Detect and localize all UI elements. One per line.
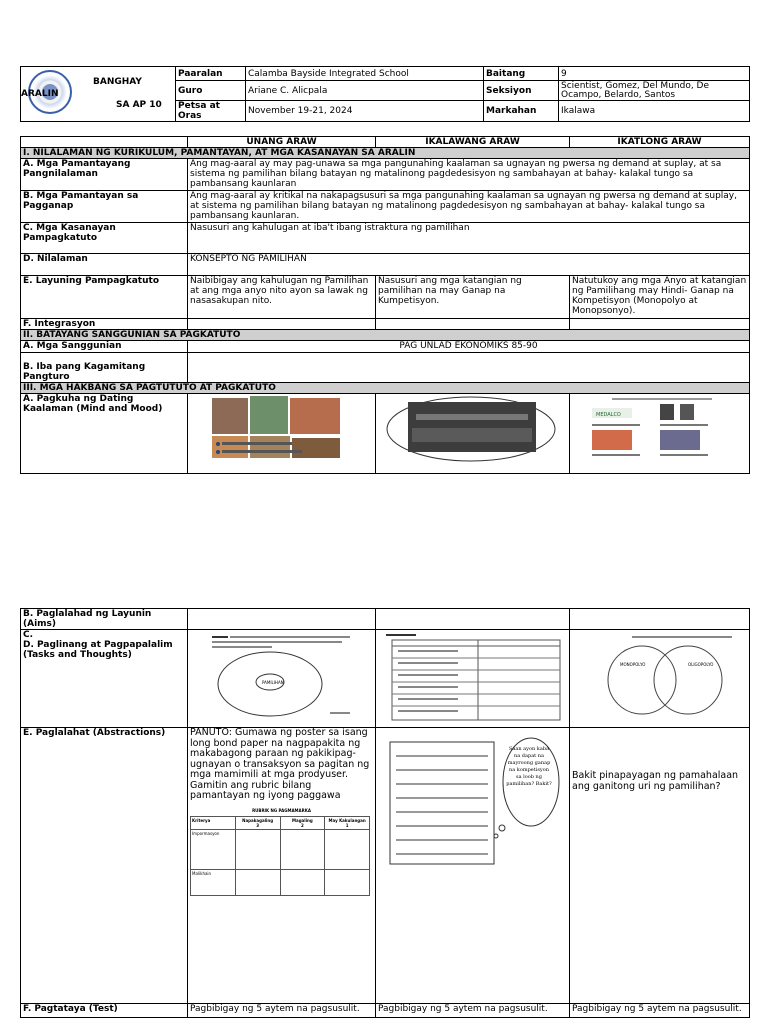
lesson-table-bottom (20, 608, 750, 1018)
tasks-day3-image-cell (570, 630, 750, 728)
title-line2: ARALIN (21, 89, 59, 99)
abstractions-day2-cell (376, 728, 570, 1004)
test-day3: Pagbibigay ng 5 aytem na pagsusulit. (570, 1004, 750, 1018)
seksiyon-label: Seksiyon (484, 81, 559, 101)
row-e-day1: Naibibigay ang kahulugan ng Pamilihan at ang mga anyo nito ayon sa lawak ng nasasakupan nito. (188, 276, 376, 319)
tasks-label: D. Paglinang at Pagpapalalim (Tasks and Thoughts) (23, 640, 173, 660)
brands-photo-day3 (570, 394, 750, 474)
medalco-logo-text: MEDALCO (596, 412, 621, 418)
abstractions-day1-text: PANUTO: Gumawa ng poster sa isang long bond paper na nagpapakita ng makabagong paraan ng pakikipag-ugnayan o transaksyon sa pagitan ng mga mamimili at mga prodyuser. Gamitin ang rubric bilang pamantayan ng iyong paggawa (190, 727, 370, 801)
day2-header: IKALAWANG ARAW (376, 137, 570, 148)
paaralan-value: Calamba Bayside Integrated School (246, 67, 484, 81)
lesson-table-top (20, 136, 750, 474)
market-photo-day2 (376, 394, 570, 474)
venn-left-text: MONOPOLYO (620, 662, 646, 667)
brands-collage-image (572, 394, 748, 470)
row-d-label: D. Nilalaman (21, 254, 188, 276)
rubric-h4: May Kakulangan 1 (325, 816, 370, 829)
checklist-table-image (378, 630, 568, 724)
abstractions-label: E. Paglalahat (Abstractions) (21, 728, 188, 1004)
bubble-text: Saan ayon kaba na dapat na mayroong ganap na kompetisyon sa loob ng pamilihan? Bakit? (506, 746, 552, 787)
concept-circle-image (190, 630, 374, 724)
row-c-label: C. Mga Kasanayan Pampagkatuto (21, 223, 188, 254)
section-2-heading: II. BATAYANG SANGGUNIAN SA PAGKATUTO (21, 330, 750, 341)
venn-right-text: OLIGOPOLYO (688, 662, 714, 667)
rubric-title: RUBRIK NG PAGMAMARKA (252, 807, 311, 813)
pagkuha-label: A. Pagkuha ng Dating Kaalaman (Mind and Mood) (21, 394, 188, 474)
day3-header: IKATLONG ARAW (570, 137, 750, 148)
section-1-heading: I. NILALAMAN NG KURIKULUM, PAMANTAYAN, AT MGA KASANAYAN SA ARALIN (21, 148, 750, 159)
rubric-h1: Kriterya (191, 816, 236, 829)
seksiyon-value: Scientist, Gomez, Del Mundo, De Ocampo, Belardo, Santos (559, 81, 750, 101)
row-c-text: Nasusuri ang kahulugan at iba't ibang istraktura ng pamilihan (188, 223, 750, 254)
row-a-label: A. Mga Pamantayang Pangnilalaman (21, 159, 188, 191)
row-b-text: Ang mag-aaral ay kritikal na nakapagsusuri sa mga pangunahing kaalaman sa ugnayan ng pwersa ng demand at suplay, at sistema ng pamilihan bilang batayan ng matalinong pagdedesisyon ng sambahayan at bahay- kalakal tungo sa pambansang kaunlaran. (188, 191, 750, 223)
row-e-day3: Natutukoy ang mga Anyo at katangian ng Pamilihang may Hindi- Ganap na Kompetisyon (Monopolyo at Monopsonyo). (570, 276, 750, 319)
title-line1: BANGHAY (93, 77, 142, 87)
row-b-label: B. Mga Pamantayan sa Pagganap (21, 191, 188, 223)
tasks-label-cell (21, 630, 188, 728)
rubric-r2: Malikhain (191, 869, 236, 895)
row-c2-label: C. (23, 630, 34, 640)
abstractions-day3-text: Bakit pinapayagan ng pamahalaan ang ganitong uri ng pamilihan? (570, 728, 750, 1004)
markahan-value: Ikalawa (559, 101, 750, 122)
row-e-day2: Nasusuri ang mga katangian ng pamilihan na may Ganap na Kumpetisyon. (376, 276, 570, 319)
tasks-day1-image-cell (188, 630, 376, 728)
test-day2: Pagbibigay ng 5 aytem na pagsusulit. (376, 1004, 570, 1018)
row-a-text: Ang mag-aaral ay may pag-unawa sa mga pangunahing kaalaman sa ugnayan ng pwersa ng demand at suplay, at sa sistema ng pamilihan bilang batayan ng matalinong pagdedesisyon ng sambahayan at bahay- kalakal tungo sa pambansang kaunlaran (188, 159, 750, 191)
aims-label: B. Paglalahad ng Layunin (Aims) (21, 609, 188, 630)
header-table (20, 66, 750, 122)
petsa-label: Petsa at Oras (176, 101, 246, 122)
baitang-value: 9 (559, 67, 750, 81)
petsa-value: November 19-21, 2024 (246, 101, 484, 122)
row-f-label: F. Integrasyon (21, 319, 188, 330)
circle-center-text: PAMILIHAN (262, 680, 284, 685)
tasks-day2-image-cell (376, 630, 570, 728)
section-3-heading: III. MGA HAKBANG SA PAGTUTUTO AT PAGKATUTO (21, 383, 750, 394)
row-e-label: E. Layuning Pampagkatuto (21, 276, 188, 319)
sanggunian-label: A. Mga Sanggunian (21, 341, 188, 353)
rubric-table (190, 816, 370, 896)
subject-label: SA AP 10 (116, 100, 162, 110)
lesson-title-cell (21, 67, 176, 122)
night-market-image (378, 394, 568, 470)
test-label: F. Pagtataya (Test) (21, 1004, 188, 1018)
market-collage-image (190, 394, 374, 470)
markahan-label: Markahan (484, 101, 559, 122)
paaralan-label: Paaralan (176, 67, 246, 81)
guro-label: Guro (176, 81, 246, 101)
rubric-r1: Impormasyon (191, 829, 236, 869)
rubric-h3: Magaling 2 (280, 816, 325, 829)
sanggunian-text: PAG UNLAD EKONOMIKS 85-90 (188, 341, 750, 353)
row-d-text: KONSEPTO NG PAMILIHAN (188, 254, 750, 276)
abstractions-day1-cell (188, 728, 376, 1004)
baitang-label: Baitang (484, 67, 559, 81)
iba-label: B. Iba pang Kagamitang Pangturo (21, 353, 188, 383)
guro-value: Ariane C. Alicpala (246, 81, 484, 101)
test-day1: Pagbibigay ng 5 aytem na pagsusulit. (188, 1004, 376, 1018)
venn-diagram-image (572, 630, 748, 724)
market-photo-day1 (188, 394, 376, 474)
rubric-h2: Napakagaling 3 (235, 816, 280, 829)
day1-header: UNANG ARAW (188, 137, 376, 148)
